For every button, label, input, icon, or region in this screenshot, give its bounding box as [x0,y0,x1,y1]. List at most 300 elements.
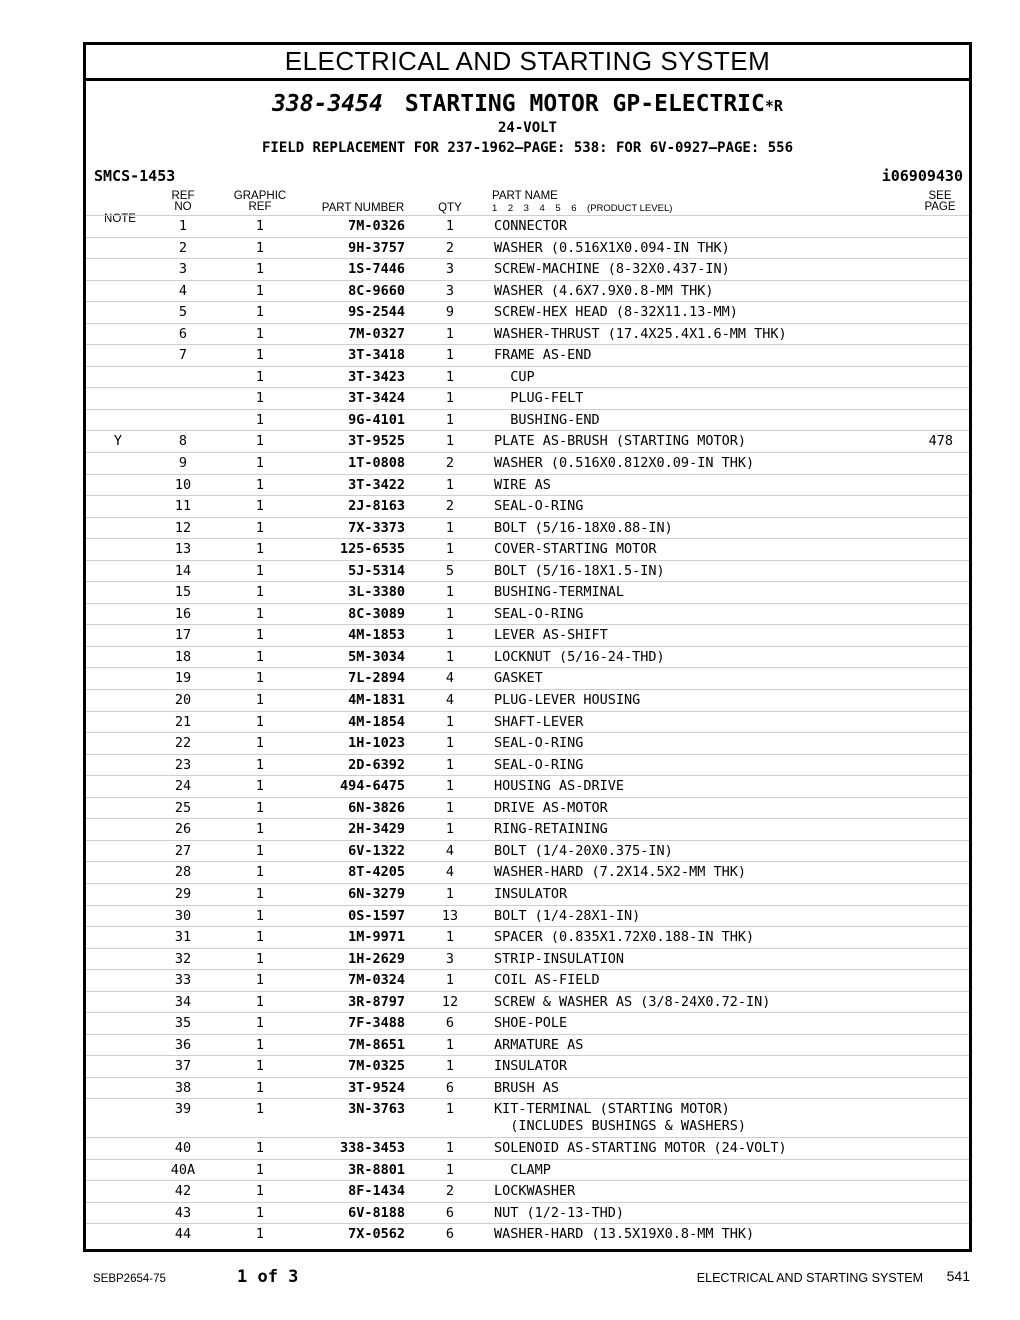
ref-no-cell: 40A [170,1161,196,1178]
part-name-continuation-cell: (INCLUDES BUSHINGS & WASHERS) [494,1117,746,1134]
ref-no-cell: 23 [174,756,192,773]
part-name-cell: SHAFT-LEVER [494,713,584,730]
part-number-cell: 7L-2894 [348,670,405,687]
ref-no-cell: 36 [174,1036,192,1053]
table-row [86,280,969,302]
part-name-cell: PLATE AS-BRUSH (STARTING MOTOR) [494,433,746,450]
table-row [86,387,969,409]
graphic-ref-cell: 1 [255,993,265,1010]
header-part-number: PART NUMBER [321,202,405,214]
part-number-cell: 3T-3418 [348,347,405,364]
graphic-ref-cell: 1 [255,1161,265,1178]
graphic-ref-cell: 1 [255,347,265,364]
qty-cell: 1 [445,648,455,665]
part-name-cell: PLUG-FELT [494,390,584,407]
table-row [86,948,969,970]
ref-no-cell: 30 [174,907,192,924]
table-row [86,861,969,883]
qty-cell: 1 [445,821,455,838]
graphic-ref-cell: 1 [255,368,265,385]
ref-no-cell: 13 [174,541,192,558]
graphic-ref-cell: 1 [255,1079,265,1096]
part-number-cell: 7M-0324 [348,972,405,989]
graphic-ref-cell: 1 [255,1226,265,1243]
part-name-cell: INSULATOR [494,1058,568,1075]
table-row [86,926,969,948]
graphic-ref-cell: 1 [255,1058,265,1075]
table-row [86,883,969,905]
part-name-cell: SEAL-O-RING [494,735,584,752]
part-name-cell: STRIP-INSULATION [494,950,625,967]
table-row [86,905,969,927]
graphic-ref-cell: 1 [255,498,265,515]
ref-no-cell: 6 [178,325,188,342]
ref-no-cell: 26 [174,821,192,838]
qty-cell: 1 [445,1036,455,1053]
graphic-ref-cell: 1 [255,972,265,989]
ref-no-cell: 14 [174,562,192,579]
qty-cell: 1 [445,885,455,902]
part-number-cell: 6V-1322 [348,842,405,859]
graphic-ref-cell: 1 [255,692,265,709]
part-number-cell: 2D-6392 [348,756,405,773]
graphic-ref-cell: 1 [255,304,265,321]
group-suffix: *R [764,97,783,115]
qty-cell: 6 [445,1204,455,1221]
part-name-cell: BUSHING-END [494,411,600,428]
qty-cell: 4 [445,692,455,709]
part-number-cell: 6N-3826 [348,799,405,816]
table-row [86,991,969,1013]
part-name-cell: WASHER-HARD (13.5X19X0.8-MM THK) [494,1226,755,1243]
table-row [86,1055,969,1077]
graphic-ref-cell: 1 [255,756,265,773]
ref-no-cell: 27 [174,842,192,859]
header-note: NOTE [104,213,136,225]
part-number-cell: 3T-9525 [348,433,405,450]
table-row [86,667,969,689]
table-row [86,237,969,259]
illustration-id: i06909430 [881,167,963,185]
qty-cell: 6 [445,1015,455,1032]
part-name-cell: WASHER (0.516X1X0.094-IN THK) [494,239,730,256]
table-row [86,581,969,603]
table-row [86,215,969,237]
part-name-cell: WASHER (0.516X0.812X0.09-IN THK) [494,455,755,472]
table-row [86,1202,969,1224]
table-row [86,1159,969,1181]
part-number-cell: 125-6535 [339,541,405,558]
qty-cell: 1 [445,713,455,730]
graphic-ref-cell: 1 [255,735,265,752]
graphic-ref-cell: 1 [255,864,265,881]
ref-no-cell: 29 [174,885,192,902]
section-title: ELECTRICAL AND STARTING SYSTEM [86,45,969,81]
part-number-cell: 1H-1023 [348,735,405,752]
ref-no-cell: 37 [174,1058,192,1075]
table-row [86,517,969,539]
part-number-cell: 8T-4205 [348,864,405,881]
part-name-cell: SPACER (0.835X1.72X0.188-IN THK) [494,929,755,946]
qty-cell: 1 [445,1161,455,1178]
qty-cell: 2 [445,1183,455,1200]
part-number-cell: 338-3453 [339,1139,405,1156]
table-row [86,775,969,797]
qty-cell: 1 [445,519,455,536]
part-number-cell: 7M-0325 [348,1058,405,1075]
part-number-cell: 8C-9660 [348,282,405,299]
page-number: 541 [946,1268,970,1284]
ref-no-cell: 12 [174,519,192,536]
part-name-cell: SCREW-MACHINE (8-32X0.437-IN) [494,261,730,278]
part-number-cell: 6V-8188 [348,1204,405,1221]
table-row [86,258,969,280]
table-row [86,624,969,646]
qty-cell: 1 [445,218,455,234]
graphic-ref-cell: 1 [255,950,265,967]
table-row [86,452,969,474]
part-number-cell: 7X-0562 [348,1226,405,1243]
ref-no-cell: 33 [174,972,192,989]
graphic-ref-cell: 1 [255,433,265,450]
table-row [86,603,969,625]
table-row [86,344,969,366]
header-product-levels: 1 2 3 4 5 6 (PRODUCT LEVEL) [492,203,673,214]
qty-cell: 2 [445,455,455,472]
part-number-cell: 3T-9524 [348,1079,405,1096]
part-number-cell: 8C-3089 [348,605,405,622]
part-name-cell: BUSHING-TERMINAL [494,584,625,601]
part-number-cell: 3L-3380 [348,584,405,601]
qty-cell: 1 [445,325,455,342]
ref-no-cell: 32 [174,950,192,967]
header-qty: QTY [438,202,462,214]
part-number-cell: 1T-0808 [348,455,405,472]
ref-no-cell: 20 [174,692,192,709]
ref-no-cell: 35 [174,1015,192,1032]
ref-no-cell: 40 [174,1139,192,1156]
part-name-cell: SHOE-POLE [494,1015,568,1032]
qty-cell: 1 [445,799,455,816]
table-row [86,1077,969,1099]
ref-no-cell: 44 [174,1226,192,1243]
graphic-ref-cell: 1 [255,885,265,902]
part-name-cell: BOLT (5/16-18X1.5-IN) [494,562,665,579]
part-number-cell: 7M-8651 [348,1036,405,1053]
part-number-cell: 9H-3757 [348,239,405,256]
part-name-cell: COIL AS-FIELD [494,972,600,989]
part-name-cell: LOCKWASHER [494,1183,576,1200]
header-ref-no: REF NO [171,190,195,213]
qty-cell: 1 [445,390,455,407]
part-number-cell: 3T-3424 [348,390,405,407]
qty-cell: 2 [445,239,455,256]
qty-cell: 1 [445,347,455,364]
table-row [86,689,969,711]
group-voltage: 24-VOLT [497,120,557,136]
graphic-ref-cell: 1 [255,670,265,687]
qty-cell: 1 [445,1139,455,1156]
qty-cell: 5 [445,562,455,579]
part-name-cell: DRIVE AS-MOTOR [494,799,608,816]
qty-cell: 6 [445,1079,455,1096]
graphic-ref-cell: 1 [255,1036,265,1053]
qty-cell: 1 [445,756,455,773]
part-number-cell: 5J-5314 [348,562,405,579]
ref-no-cell: 42 [174,1183,192,1200]
part-number-cell: 2H-3429 [348,821,405,838]
table-row [86,732,969,754]
part-name-cell: CLAMP [494,1161,551,1178]
table-row [86,1137,969,1159]
ref-no-cell: 9 [178,455,188,472]
ref-no-cell: 7 [178,347,188,364]
part-name-cell: SCREW & WASHER AS (3/8-24X0.72-IN) [494,993,771,1010]
table-row [86,969,969,991]
part-name-cell: SEAL-O-RING [494,605,584,622]
part-number-cell: 1M-9971 [348,929,405,946]
part-name-cell: LOCKNUT (5/16-24-THD) [494,648,665,665]
graphic-ref-cell: 1 [255,1015,265,1032]
part-number-cell: 3R-8801 [348,1161,405,1178]
table-row [86,430,969,452]
table-row [86,711,969,733]
header-graphic-ref: GRAPHIC REF [233,190,287,213]
graphic-ref-cell: 1 [255,562,265,579]
ref-no-cell: 3 [178,261,188,278]
group-page-indicator: 1 of 3 [237,1267,299,1287]
part-name-cell: CUP [494,368,535,385]
graphic-ref-cell: 1 [255,929,265,946]
qty-cell: 12 [441,993,459,1010]
part-number-cell: 9S-2544 [348,304,405,321]
part-number-cell: 4M-1854 [348,713,405,730]
graphic-ref-cell: 1 [255,1204,265,1221]
smcs-code: SMCS-1453 [94,167,176,185]
qty-cell: 1 [445,433,455,450]
ref-no-cell: 28 [174,864,192,881]
part-number-cell: 7X-3373 [348,519,405,536]
part-name-cell: PLUG-LEVER HOUSING [494,692,641,709]
part-number-cell: 4M-1831 [348,692,405,709]
part-name-cell: CONNECTOR [494,218,568,234]
part-number-cell: 9G-4101 [348,411,405,428]
table-row [86,474,969,496]
part-number-cell: 6N-3279 [348,885,405,902]
group-number: 338-3454 [272,91,383,117]
ref-no-cell: 15 [174,584,192,601]
table-row [86,754,969,776]
part-number-cell: 1H-2629 [348,950,405,967]
ref-no-cell: 1 [178,218,188,234]
part-name-cell: SEAL-O-RING [494,756,584,773]
graphic-ref-cell: 1 [255,821,265,838]
graphic-ref-cell: 1 [255,584,265,601]
table-row-continuation [86,1117,969,1137]
graphic-ref-cell: 1 [255,325,265,342]
qty-cell: 4 [445,842,455,859]
graphic-ref-cell: 1 [255,799,265,816]
qty-cell: 1 [445,1101,455,1118]
qty-cell: 1 [445,1058,455,1075]
qty-cell: 1 [445,368,455,385]
footer-section-title: ELECTRICAL AND STARTING SYSTEM [696,1271,923,1285]
qty-cell: 4 [445,864,455,881]
graphic-ref-cell: 1 [255,627,265,644]
table-row [86,409,969,431]
part-name-cell: NUT (1/2-13-THD) [494,1204,625,1221]
group-name: STARTING MOTOR GP-ELECTRIC [404,91,765,117]
table-row [86,1180,969,1202]
part-number-cell: 7M-0327 [348,325,405,342]
part-number-cell: 2J-8163 [348,498,405,515]
graphic-ref-cell: 1 [255,1139,265,1156]
ref-no-cell: 5 [178,304,188,321]
qty-cell: 1 [445,541,455,558]
ref-no-cell: 31 [174,929,192,946]
part-name-cell: FRAME AS-END [494,347,592,364]
table-row [86,1098,969,1120]
table-row [86,560,969,582]
part-name-cell: GASKET [494,670,543,687]
note-cell: Y [113,433,123,450]
table-row [86,1223,969,1245]
graphic-ref-cell: 1 [255,455,265,472]
ref-no-cell: 2 [178,239,188,256]
graphic-ref-cell: 1 [255,605,265,622]
ref-no-cell: 17 [174,627,192,644]
graphic-ref-cell: 1 [255,390,265,407]
table-row [86,323,969,345]
part-number-cell: 8F-1434 [348,1183,405,1200]
part-number-cell: 494-6475 [339,778,405,795]
part-name-cell: BOLT (1/4-28X1-IN) [494,907,641,924]
table-row [86,495,969,517]
parts-page-frame [83,42,972,1252]
ref-no-cell: 10 [174,476,192,493]
part-name-cell: WASHER-HARD (7.2X14.5X2-MM THK) [494,864,746,881]
part-name-cell: HOUSING AS-DRIVE [494,778,625,795]
table-row [86,301,969,323]
part-name-cell: BOLT (1/4-20X0.375-IN) [494,842,673,859]
table-row [86,1034,969,1056]
group-title [86,90,969,120]
graphic-ref-cell: 1 [255,282,265,299]
part-name-cell: BOLT (5/16-18X0.88-IN) [494,519,673,536]
part-name-cell: WIRE AS [494,476,551,493]
part-name-cell: SOLENOID AS-STARTING MOTOR (24-VOLT) [494,1139,787,1156]
part-number-cell: 3R-8797 [348,993,405,1010]
ref-no-cell: 18 [174,648,192,665]
ref-no-cell: 11 [174,498,192,515]
graphic-ref-cell: 1 [255,218,265,234]
table-row [86,840,969,862]
graphic-ref-cell: 1 [255,648,265,665]
part-name-cell: WASHER-THRUST (17.4X25.4X1.6-MM THK) [494,325,787,342]
graphic-ref-cell: 1 [255,239,265,256]
qty-cell: 1 [445,972,455,989]
graphic-ref-cell: 1 [255,411,265,428]
qty-cell: 1 [445,584,455,601]
field-replacement-note: FIELD REPLACEMENT FOR 237-1962—PAGE: 538: FOR 6V-0927—PAGE: 556 [261,140,793,156]
part-name-cell: SCREW-HEX HEAD (8-32X11.13-MM) [494,304,738,321]
qty-cell: 1 [445,411,455,428]
part-number-cell: 1S-7446 [348,261,405,278]
qty-cell: 3 [445,950,455,967]
part-name-cell: ARMATURE AS [494,1036,584,1053]
qty-cell: 1 [445,778,455,795]
graphic-ref-cell: 1 [255,1183,265,1200]
graphic-ref-cell: 1 [255,842,265,859]
part-number-cell: 3T-3423 [348,368,405,385]
part-number-cell: 4M-1853 [348,627,405,644]
part-name-cell: LEVER AS-SHIFT [494,627,608,644]
qty-cell: 1 [445,929,455,946]
graphic-ref-cell: 1 [255,476,265,493]
qty-cell: 3 [445,282,455,299]
table-row [86,646,969,668]
ref-no-cell: 4 [178,282,188,299]
part-number-cell: 5M-3034 [348,648,405,665]
ref-no-cell: 43 [174,1204,192,1221]
part-number-cell: 0S-1597 [348,907,405,924]
part-name-cell: RING-RETAINING [494,821,608,838]
ref-no-cell: 19 [174,670,192,687]
ref-no-cell: 25 [174,799,192,816]
graphic-ref-cell: 1 [255,519,265,536]
part-name-cell: INSULATOR [494,885,568,902]
header-part-name: PART NAME [492,190,558,202]
ref-no-cell: 21 [174,713,192,730]
graphic-ref-cell: 1 [255,778,265,795]
table-row [86,1012,969,1034]
ref-no-cell: 24 [174,778,192,795]
graphic-ref-cell: 1 [255,1101,265,1118]
part-number-cell: 3T-3422 [348,476,405,493]
graphic-ref-cell: 1 [255,713,265,730]
qty-cell: 1 [445,735,455,752]
ref-no-cell: 39 [174,1101,192,1118]
ref-no-cell: 22 [174,735,192,752]
document-id: SEBP2654-75 [93,1273,166,1285]
part-name-cell: SEAL-O-RING [494,498,584,515]
ref-no-cell: 8 [178,433,188,450]
table-row [86,366,969,388]
parts-list [86,215,969,1245]
header-see-page: SEE PAGE [924,190,956,213]
qty-cell: 6 [445,1226,455,1243]
qty-cell: 3 [445,261,455,278]
table-row [86,538,969,560]
part-name-cell: COVER-STARTING MOTOR [494,541,657,558]
qty-cell: 4 [445,670,455,687]
table-row [86,797,969,819]
graphic-ref-cell: 1 [255,907,265,924]
qty-cell: 9 [445,304,455,321]
qty-cell: 1 [445,605,455,622]
graphic-ref-cell: 1 [255,541,265,558]
qty-cell: 1 [445,476,455,493]
part-name-cell: KIT-TERMINAL (STARTING MOTOR) [494,1101,730,1118]
ref-no-cell: 38 [174,1079,192,1096]
qty-cell: 1 [445,627,455,644]
part-number-cell: 3N-3763 [348,1101,405,1118]
part-name-cell: BRUSH AS [494,1079,560,1096]
see-page-cell: 478 [928,433,953,450]
part-name-cell: WASHER (4.6X7.9X0.8-MM THK) [494,282,714,299]
qty-cell: 13 [441,907,459,924]
ref-no-cell: 34 [174,993,192,1010]
